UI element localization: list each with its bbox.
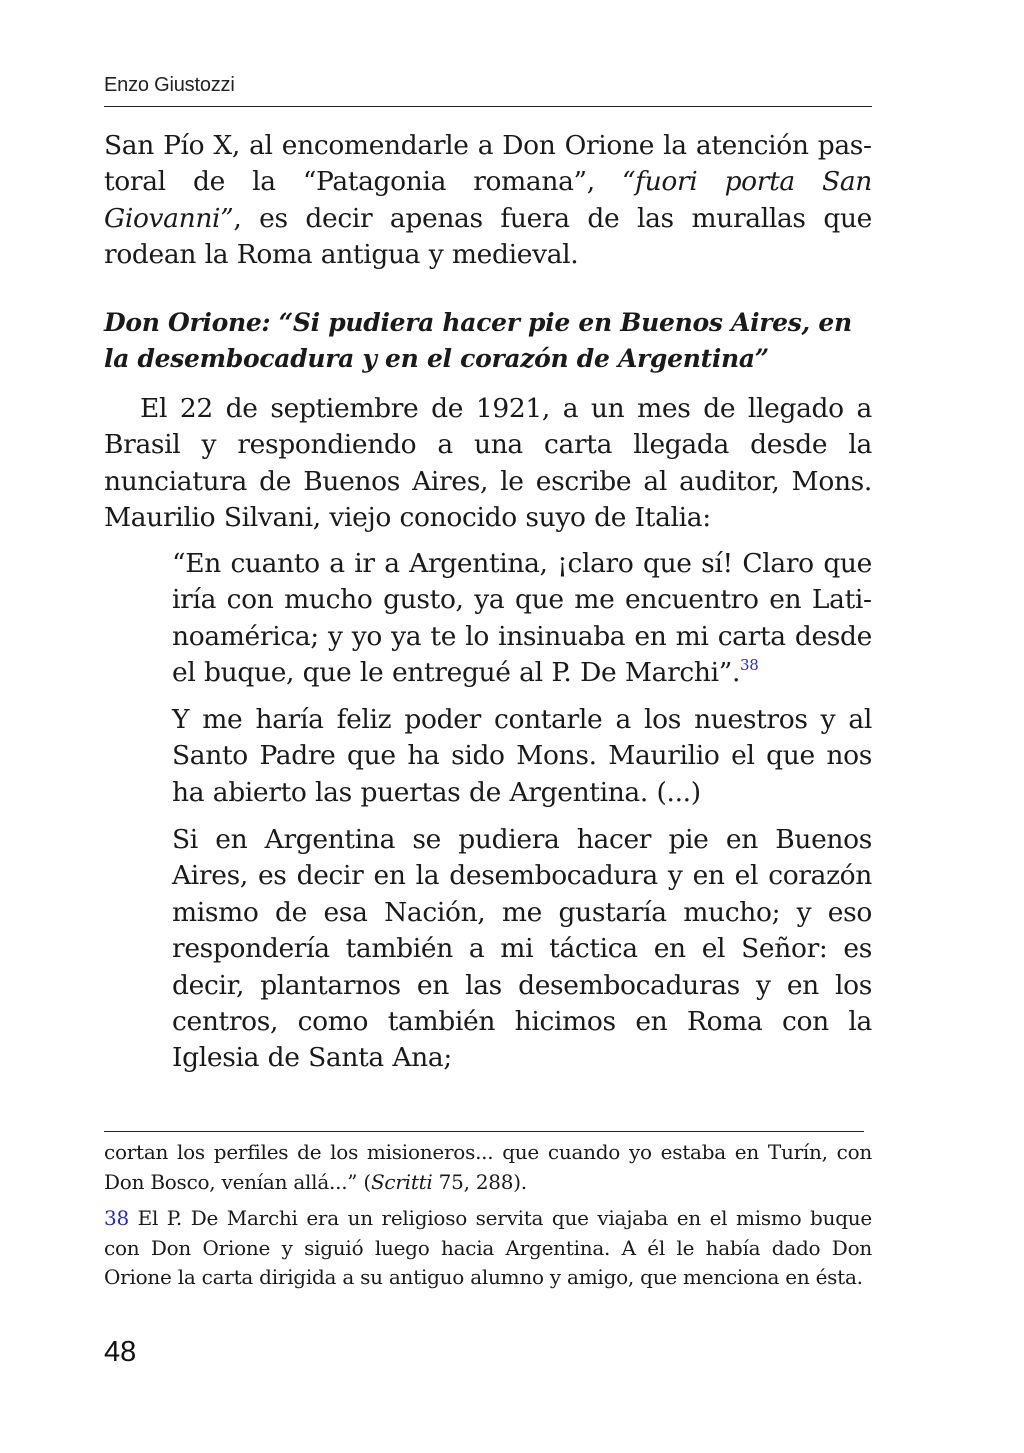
footnote-38 — [104, 1204, 872, 1293]
footnote-continuation-end: 75, 288). — [432, 1169, 527, 1194]
footnote-38-text: El P. De Marchi era un religioso servita que viajaba en el mismo buque con Don Orione y siguió luego hacia Argentina. A él le había dado Don Orione la carta dirigida a su antiguo alumno y amigo, que menciona en ésta. — [104, 1206, 872, 1289]
section-subheading: Don Orione: “Si pudiera hacer pie en Buenos Aires, en la desembocadura y en el corazón de Argentina” — [104, 308, 852, 374]
block-quote-1 — [172, 546, 872, 692]
footnote-38-number[interactable]: 38 — [104, 1206, 129, 1230]
block-quote-2: Y me haría feliz poder contarle a los nuestros y al Santo Padre que ha sido Mons. Maurilio el que nos ha abierto las puertas de Argentina. (...) — [172, 704, 872, 808]
paragraph-1-italic-quote: “fuori porta San Giovanni” — [104, 166, 872, 234]
footnote-reference-38[interactable]: 38 — [740, 656, 759, 675]
footnote-continuation-italic: Scritti — [370, 1169, 433, 1194]
block-quote-1-text: “En cuanto a ir a Argentina, ¡claro que sí! Claro que iría con mucho gusto, ya que me encuentro en Latinoamérica; y yo ya te lo insinuaba en mi carta desde el buque, que le entregué al P. De Marchi”. — [172, 548, 872, 689]
paragraph-2: El 22 de septiembre de 1921, a un mes de llegado a Brasil y respondiendo a una carta llegada desde la nunciatura de Buenos Aires, le escribe al auditor, Mons. Maurilio Silvani, viejo conocido suyo de Italia: — [104, 393, 872, 534]
footnote-continuation — [104, 1138, 872, 1197]
page-number: 48 — [104, 1336, 137, 1368]
block-quote-3: Si en Argentina se pudiera hacer pie en Buenos Aires, es decir en la desembocadura y en el corazón mismo de esa Nación, me gustaría mucho; y eso respondería también a mi táctica en el Señor: es decir, plantarnos en las desembocaduras y en los centros, como también hicimos en Roma con la Iglesia de Santa Ana; — [172, 824, 872, 1074]
footnote-continuation-text: cortan los perfiles de los misioneros... que cuando yo estaba en Turín, con Don Bosco, venían allá...” ( — [104, 1140, 872, 1194]
paragraph-1 — [104, 128, 872, 274]
footnote-rule — [104, 1131, 864, 1132]
paragraph-1-text: San Pío X, al encomendarle a Don Orione la atención pastoral de la “Patagonia romana”, — [104, 130, 872, 198]
running-head-author: Enzo Giustozzi — [104, 74, 235, 96]
paragraph-1-text-end: , es decir apenas fuera de las murallas que rodean la Roma antigua y medieval. — [104, 202, 872, 271]
header-rule — [104, 106, 872, 107]
